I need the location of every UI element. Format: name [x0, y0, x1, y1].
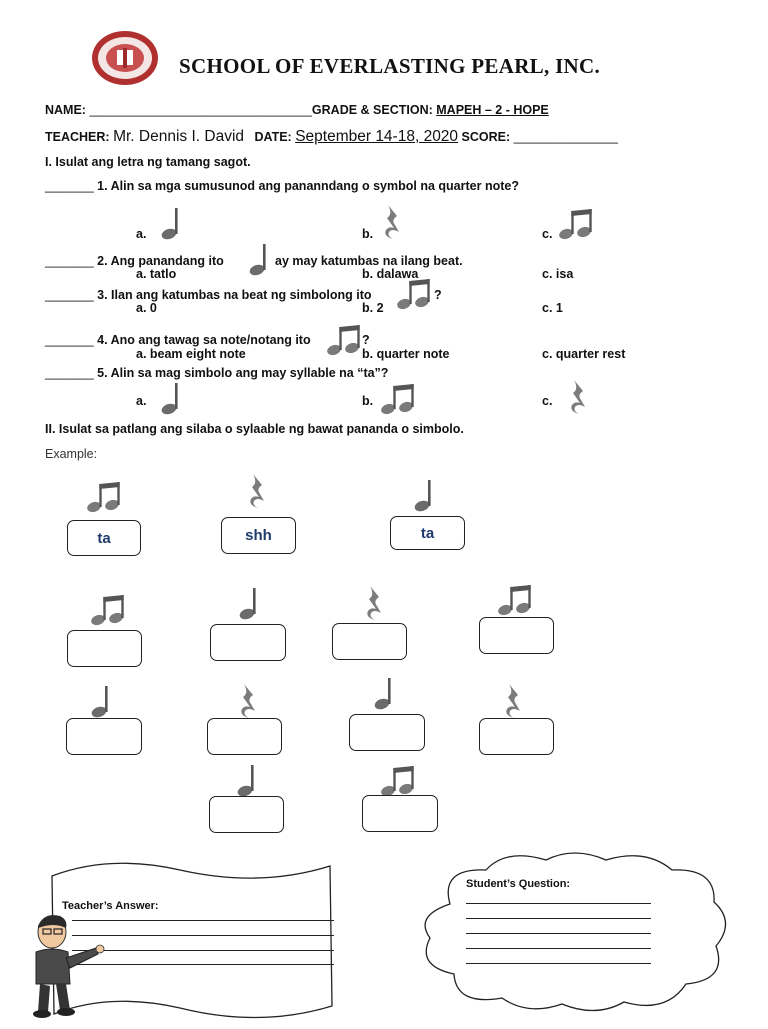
- example-box-2: [221, 517, 296, 554]
- answer-box[interactable]: [210, 624, 286, 661]
- date-value: September 14-18, 2020: [295, 128, 459, 145]
- quarter-note-icon: [160, 383, 180, 420]
- q2-choice-b: b. dalawa: [362, 267, 419, 281]
- q1-choice-a: a.: [136, 227, 147, 241]
- quarter-note-icon: [373, 678, 393, 715]
- answer-blank-3[interactable]: _______: [45, 288, 94, 302]
- teacher-answer-line[interactable]: [72, 935, 334, 936]
- answer-blank-2[interactable]: _______: [45, 254, 94, 268]
- quarter-rest-icon: [384, 205, 400, 246]
- teacher-label: TEACHER:: [45, 130, 110, 144]
- example-box-1: [67, 520, 141, 556]
- answer-box[interactable]: [479, 718, 554, 755]
- beamed-eighth-notes-icon: [396, 278, 432, 315]
- answer-box[interactable]: [332, 623, 407, 660]
- answer-box[interactable]: [479, 617, 554, 654]
- question-4-text: 4. Ano ang tawag sa note/notang ito: [97, 333, 311, 347]
- grade-label: GRADE & SECTION:: [311, 103, 433, 117]
- quarter-note-icon: [413, 480, 433, 517]
- teacher-row: [45, 128, 618, 146]
- question-1-text: 1. Alin sa mga sumusunod ang pananndang o symbol na quarter note?: [97, 179, 519, 193]
- q3-choice-b: b. 2: [362, 301, 384, 315]
- teacher-answer-line[interactable]: [72, 950, 334, 951]
- quarter-note-icon: [160, 208, 180, 245]
- teacher-answer-line[interactable]: [72, 964, 334, 965]
- q2-choice-a: a. tatlo: [136, 267, 177, 281]
- teacher-answer-line[interactable]: [72, 920, 334, 921]
- q3-choice-a: a. 0: [136, 301, 157, 315]
- beamed-eighth-notes-icon: [326, 324, 362, 361]
- question-4-end: ?: [362, 333, 370, 347]
- question-3-end: ?: [434, 288, 442, 302]
- student-question-line[interactable]: [466, 963, 651, 964]
- beamed-eighth-notes-icon: [90, 594, 126, 631]
- example-answer-2: shh: [245, 527, 272, 544]
- name-label: NAME:: [45, 103, 86, 117]
- part1-heading: I. Isulat ang letra ng tamang sagot.: [45, 155, 251, 169]
- school-name: SCHOOL OF EVERLASTING PEARL, INC.: [179, 54, 601, 78]
- question-1: [45, 179, 519, 193]
- q2-choice-c: c. isa: [542, 267, 574, 281]
- answer-blank-5[interactable]: _______: [45, 366, 94, 380]
- score-field[interactable]: _______________: [513, 130, 618, 144]
- part2-heading: II. Isulat sa patlang ang silaba o sylaable ng bawat pananda o simbolo.: [45, 422, 464, 436]
- beamed-eighth-notes-icon: [380, 383, 416, 420]
- q4-choice-c: c. quarter rest: [542, 347, 626, 361]
- example-label: Example:: [45, 447, 98, 461]
- answer-box[interactable]: [66, 718, 142, 755]
- question-5-text: 5. Alin sa mag simbolo ang may syllable na “ta”?: [97, 366, 389, 380]
- quarter-rest-icon: [249, 474, 265, 515]
- quarter-rest-icon: [366, 586, 382, 627]
- beamed-eighth-notes-icon: [86, 481, 122, 518]
- answer-box[interactable]: [67, 630, 142, 667]
- answer-box[interactable]: [209, 796, 284, 833]
- teacher-avatar: [30, 912, 110, 1022]
- name-row: [45, 103, 549, 117]
- q5-choice-b: b.: [362, 394, 374, 408]
- q3-choice-c: c. 1: [542, 301, 563, 315]
- answer-blank-4[interactable]: _______: [45, 333, 94, 347]
- school-logo: [90, 30, 160, 86]
- student-question-panel: [410, 846, 736, 1018]
- example-answer-3: ta: [420, 525, 435, 542]
- question-3-text: 3. Ilan ang katumbas na beat ng simbolong ito: [97, 288, 372, 302]
- answer-blank-1[interactable]: _______: [45, 179, 94, 193]
- question-2: [45, 254, 224, 268]
- student-question-line[interactable]: [466, 933, 651, 934]
- question-2-text-end: ay may katumbas na ilang beat.: [275, 254, 463, 268]
- teacher-answer-label: Teacher’s Answer:: [62, 900, 159, 912]
- beamed-eighth-notes-icon: [497, 584, 533, 621]
- quarter-rest-icon: [570, 380, 586, 421]
- beamed-eighth-notes-icon: [558, 208, 594, 245]
- question-2-text: 2. Ang panandang ito: [97, 254, 224, 268]
- q1-choice-b: b.: [362, 227, 374, 241]
- example-answer-1: ta: [97, 530, 111, 547]
- answer-box[interactable]: [207, 718, 282, 755]
- student-question-label: Student’s Question:: [466, 878, 571, 890]
- q1-choice-c: c.: [542, 227, 553, 241]
- quarter-note-icon: [238, 588, 258, 625]
- question-4: [45, 333, 311, 347]
- student-question-line[interactable]: [466, 903, 651, 904]
- q5-choice-a: a.: [136, 394, 147, 408]
- q4-choice-b: b. quarter note: [362, 347, 450, 361]
- grade-value: MAPEH – 2 - HOPE: [436, 103, 549, 117]
- question-5: [45, 366, 388, 380]
- score-label: SCORE:: [461, 130, 511, 144]
- question-3: [45, 288, 372, 302]
- q4-choice-a: a. beam eight note: [136, 347, 246, 361]
- name-field[interactable]: ________________________________: [89, 103, 312, 117]
- example-box-3: [390, 516, 465, 550]
- q5-choice-c: c.: [542, 394, 553, 408]
- answer-box[interactable]: [349, 714, 425, 751]
- quarter-note-icon: [248, 244, 268, 281]
- date-label: DATE:: [254, 130, 292, 144]
- teacher-value: Mr. Dennis I. David: [113, 128, 245, 145]
- student-question-line[interactable]: [466, 918, 651, 919]
- student-question-line[interactable]: [466, 948, 651, 949]
- answer-box[interactable]: [362, 795, 438, 832]
